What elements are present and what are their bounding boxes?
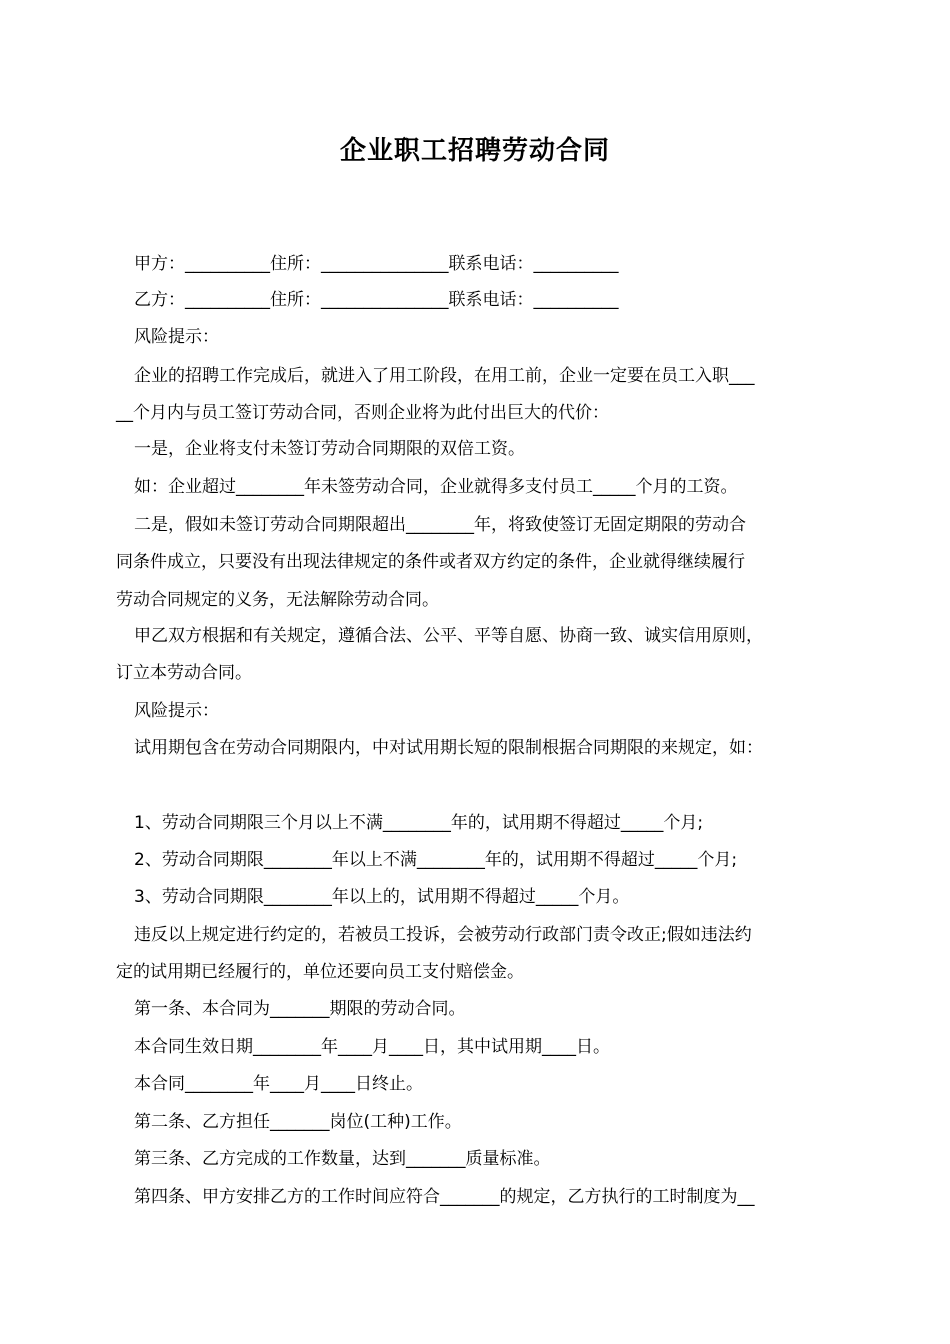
paragraph-line: 同条件成立，只要没有出现法律规定的条件或者双方约定的条件，企业就得继续履行: [116, 552, 745, 572]
clause-line: 本合同生效日期________年____月____日，其中试用期____日。: [134, 1037, 610, 1057]
document-title: 企业职工招聘劳动合同: [339, 136, 610, 166]
party-a-line: 甲方：__________住所：_______________联系电话：__________: [134, 254, 619, 274]
paragraph-line: 订立本劳动合同。: [116, 663, 252, 683]
paragraph-line: __个月内与员工签订劳动合同，否则企业将为此付出巨大的代价：: [116, 403, 609, 423]
risk-notice-heading: 风险提示：: [134, 701, 219, 721]
clause-line: 第二条、乙方担任_______岗位(工种)工作。: [134, 1112, 462, 1132]
clause-line: 第一条、本合同为_______期限的劳动合同。: [134, 999, 466, 1019]
paragraph-line: 甲乙双方根据和有关规定，遵循合法、公平、平等自愿、协商一致、诚实信用原则，: [134, 626, 763, 646]
list-item: 3、劳动合同期限________年以上的，试用期不得超过_____个月。: [134, 887, 630, 907]
clause-line: 本合同________年____月____日终止。: [134, 1074, 423, 1094]
risk-notice-heading: 风险提示：: [134, 327, 219, 347]
clause-line: 第三条、乙方完成的工作数量，达到_______质量标准。: [134, 1149, 551, 1169]
paragraph-line: 违反以上规定进行约定的，若被员工投诉，会被劳动行政部门责令改正;假如违法约: [134, 925, 752, 945]
paragraph-line: 二是，假如未签订劳动合同期限超出________年，将致使签订无固定期限的劳动合: [134, 515, 746, 535]
paragraph-line: 定的试用期已经履行的，单位还要向员工支付赔偿金。: [116, 962, 524, 982]
list-item: 2、劳动合同期限________年以上不满________年的，试用期不得超过_____个月;: [134, 850, 738, 870]
list-item: 1、劳动合同期限三个月以上不满________年的，试用期不得超过_____个月;: [134, 813, 704, 833]
paragraph-line: 如：企业超过________年未签劳动合同，企业就得多支付员工_____个月的工资。: [134, 477, 738, 497]
paragraph-line: 试用期包含在劳动合同期限内，中对试用期长短的限制根据合同期限的来规定，如：: [134, 738, 763, 758]
paragraph-line: 劳动合同规定的义务，无法解除劳动合同。: [116, 590, 439, 610]
clause-line: 第四条、甲方安排乙方的工作时间应符合_______的规定，乙方执行的工时制度为__: [134, 1187, 755, 1207]
party-b-line: 乙方：__________住所：_______________联系电话：__________: [134, 290, 619, 310]
paragraph-line: 一是，企业将支付未签订劳动合同期限的双倍工资。: [134, 439, 525, 459]
paragraph-line: 企业的招聘工作完成后，就进入了用工阶段，在用工前，企业一定要在员工入职___: [134, 366, 755, 386]
